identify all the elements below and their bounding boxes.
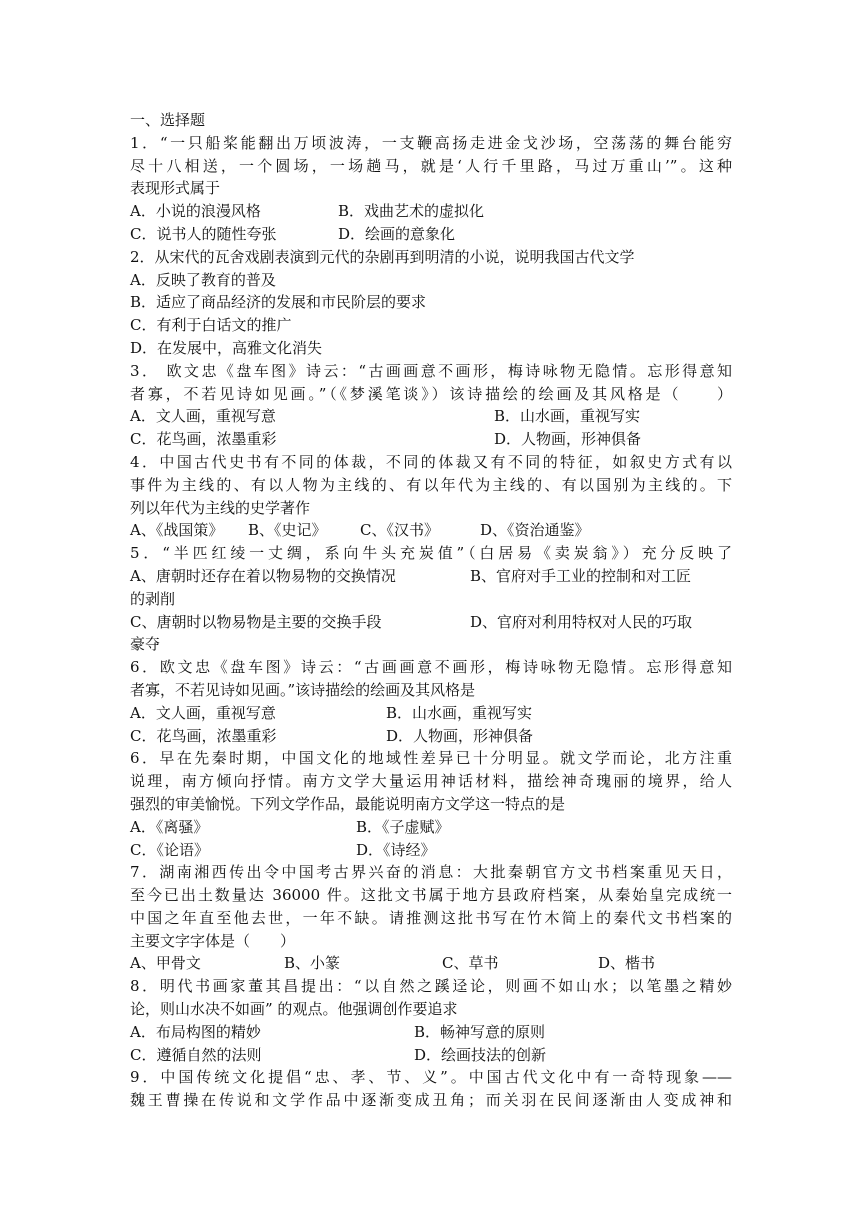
question-text: 7．湖南湘西传出令中国考古界兴奋的消息：大批秦朝官方文书档案重见天日， bbox=[130, 863, 732, 882]
option-b: B．戏曲艺术的虚拟化 bbox=[338, 202, 485, 221]
option-d: D、官府对利用特权对人民的巧取 bbox=[470, 612, 693, 631]
option-d: D．人物画，形神俱备 bbox=[494, 430, 642, 449]
option-c: C．花鸟画，浓墨重彩 bbox=[130, 726, 277, 745]
question-text: 2．从宋代的瓦舍戏剧表演到元代的杂剧再到明清的小说，说明我国古代文学 bbox=[130, 247, 635, 266]
question-text: 说理，南方倾向抒情。南方文学大量运用神话材料，描绘神奇瑰丽的境界，给人 bbox=[130, 772, 732, 791]
option-a: A、唐朝时还存在着以物易物的交换情况 bbox=[130, 566, 396, 585]
question-9 bbox=[130, 1066, 732, 1112]
question-3 bbox=[130, 360, 732, 451]
option-c: C．花鸟画，浓墨重彩 bbox=[130, 430, 277, 449]
option-a: A．布局构图的精妙 bbox=[130, 1022, 261, 1041]
option-d: D．人物画，形神俱备 bbox=[386, 726, 534, 745]
question-7 bbox=[130, 861, 732, 975]
option-d: D．《诗经》 bbox=[356, 840, 436, 859]
exam-content bbox=[130, 109, 732, 1112]
option-d: D．绘画技法的创新 bbox=[414, 1045, 547, 1064]
question-1 bbox=[130, 132, 732, 246]
option-b: B．山水画，重视写实 bbox=[386, 703, 533, 722]
question-text: 1．“一只船桨能翻出万顷波涛，一支鞭高扬走进金戈沙场，空荡荡的舞台能穷 bbox=[130, 133, 732, 152]
option-d-continued: 豪夺 bbox=[130, 635, 161, 654]
question-text: 6．早在先秦时期，中国文化的地域性差异已十分明显。就文学而论，北方注重 bbox=[130, 749, 732, 768]
question-text: 5．“半匹红绫一丈绸，系向牛头充炭值”（白居易《卖炭翁》）充分反映了 bbox=[130, 544, 732, 563]
option-b: B．山水画，重视写实 bbox=[494, 407, 641, 426]
question-text: 表现形式属于 bbox=[130, 179, 221, 198]
option-a: A．反映了教育的普及 bbox=[130, 270, 276, 289]
option-d: D．在发展中，高雅文化消失 bbox=[130, 338, 323, 357]
question-text: 4．中国古代史书有不同的体裁，不同的体裁又有不同的特征，如叙史方式有以 bbox=[130, 452, 732, 471]
question-text: 3． 欧文忠《盘车图》诗云：“古画画意不画形，梅诗咏物无隐情。忘形得意知 bbox=[130, 361, 732, 380]
question-text: 魏王曹操在传说和文学作品中逐渐变成丑角；而关羽在民间逐渐由人变成神和 bbox=[130, 1091, 732, 1110]
question-6a bbox=[130, 656, 732, 747]
question-text: 论，则山水决不如画” 的观点。他强调创作要追求 bbox=[130, 1000, 458, 1019]
question-text: 6．欧文忠《盘车图》诗云：“古画画意不画形，梅诗咏物无隐情。忘形得意知 bbox=[130, 658, 732, 677]
option-d: D．绘画的意象化 bbox=[338, 224, 456, 243]
option-d: D、《资治通鉴》 bbox=[480, 521, 590, 540]
question-text: 主要文字字体是（ ） bbox=[130, 931, 296, 950]
question-4 bbox=[130, 451, 732, 542]
option-a: A、甲骨文 bbox=[130, 954, 201, 973]
question-5 bbox=[130, 542, 732, 656]
option-b: B．适应了商品经济的发展和市民阶层的要求 bbox=[130, 293, 427, 312]
option-c: C．有利于白话文的推广 bbox=[130, 316, 292, 335]
option-b: B、《史记》 bbox=[248, 521, 327, 540]
question-text: 尽十八相送，一个圆场，一场趟马，就是‘人行千里路，马过万重山’”。这种 bbox=[130, 156, 732, 175]
option-d: D、楷书 bbox=[598, 954, 656, 973]
option-a: A、《战国策》 bbox=[130, 521, 224, 540]
option-b: B、小篆 bbox=[284, 954, 341, 973]
question-text: 者寡，不若见诗如见画。”该诗描绘的绘画及其风格是 bbox=[130, 680, 476, 699]
option-c: C．《论语》 bbox=[130, 840, 209, 859]
option-c: C．遵循自然的法则 bbox=[130, 1045, 262, 1064]
question-text: 强烈的审美愉悦。下列文学作品，最能说明南方文学这一特点的是 bbox=[130, 794, 566, 813]
question-text: 者寡，不若见诗如见画。”（《梦溪笔谈》）该诗描绘的绘画及其风格是（ ） bbox=[130, 384, 732, 403]
option-b: B．畅神写意的原则 bbox=[414, 1022, 546, 1041]
option-a: A．文人画，重视写意 bbox=[130, 703, 276, 722]
option-a: A．小说的浪漫风格 bbox=[130, 202, 261, 221]
option-c: C、草书 bbox=[442, 954, 499, 973]
option-b: B．《子虚赋》 bbox=[356, 817, 450, 836]
option-b-continued: 的剥削 bbox=[130, 589, 176, 608]
question-2 bbox=[130, 246, 732, 360]
question-text: 事件为主线的、有以人物为主线的、有以年代为主线的、有以国别为主线的。下 bbox=[130, 475, 732, 494]
question-text: 列以年代为主线的史学著作 bbox=[130, 498, 311, 517]
option-c: C、唐朝时以物易物是主要的交换手段 bbox=[130, 612, 382, 631]
option-a: A．《离骚》 bbox=[130, 817, 209, 836]
option-c: C、《汉书》 bbox=[360, 521, 439, 540]
question-text: 中国之年直至他去世，一年不缺。请推测这批书写在竹木简上的秦代文书档案的 bbox=[130, 908, 732, 927]
question-text: 9．中国传统文化提倡“忠、孝、节、义”。中国古代文化中有一奇特现象—— bbox=[130, 1068, 732, 1087]
option-b: B、官府对手工业的控制和对工匠 bbox=[470, 566, 692, 585]
question-6b bbox=[130, 747, 732, 861]
section-title: 一、选择题 bbox=[130, 111, 206, 129]
option-a: A．文人画，重视写意 bbox=[130, 407, 276, 426]
question-8 bbox=[130, 975, 732, 1066]
option-c: C．说书人的随性夸张 bbox=[130, 224, 277, 243]
question-text: 至今已出土数量达 36000 件。这批文书属于地方县政府档案，从秦始皇完成统一 bbox=[130, 886, 732, 905]
question-text: 8．明代书画家董其昌提出：“以自然之蹊迳论，则画不如山水；以笔墨之精妙 bbox=[130, 977, 732, 996]
